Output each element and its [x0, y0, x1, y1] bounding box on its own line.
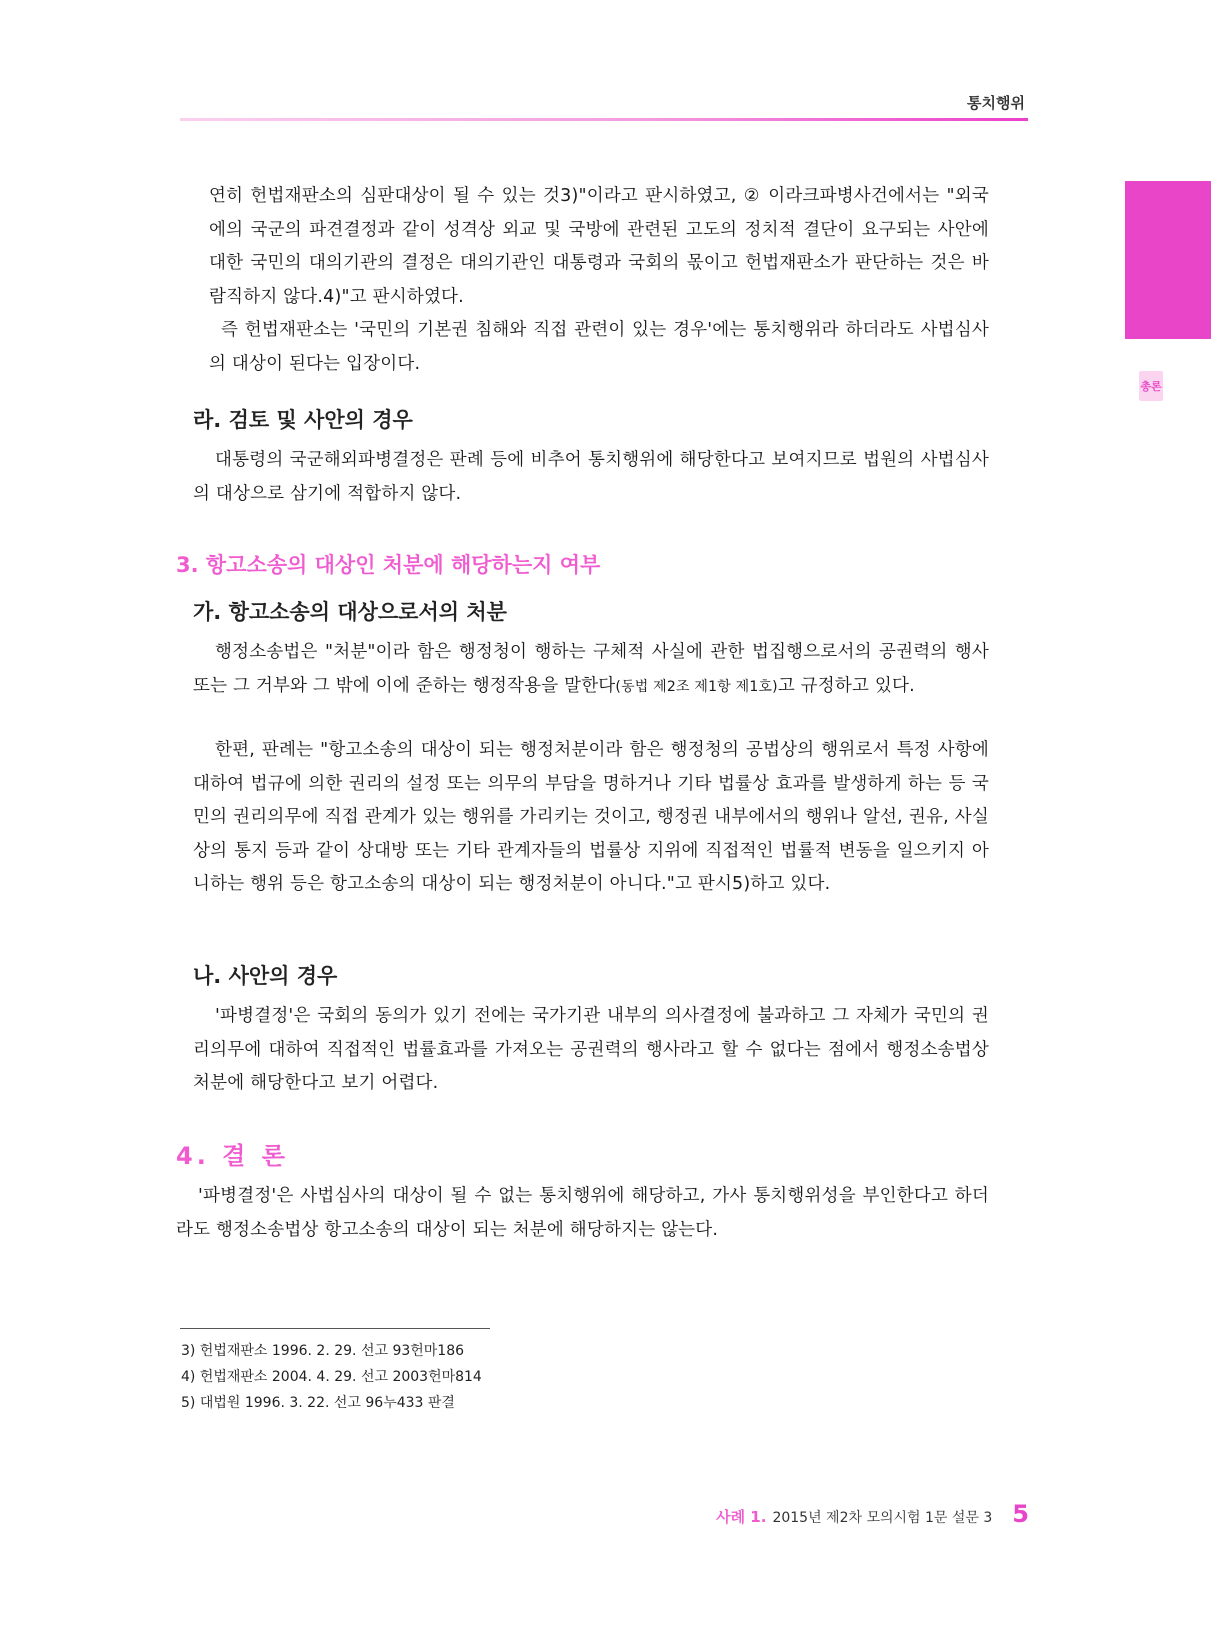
- header-title: 통치행위: [967, 94, 1025, 112]
- side-tab-label: 행정법 통론: [1137, 413, 1228, 427]
- heading-ra: 라. 검토 및 사안의 경우: [193, 408, 413, 432]
- footnote-rule: [180, 1328, 490, 1329]
- side-tab: [1125, 181, 1228, 427]
- header-rule: [180, 118, 1028, 121]
- page-number: 5: [1012, 1500, 1029, 1528]
- heading-na: 나. 사안의 경우: [193, 964, 338, 988]
- paragraph-1: 연히 헌법재판소의 심판대상이 될 수 있는 것3)"이라고 판시하였고, ② 이라크파병사건에서는 "외국에의 국군의 파견결정과 같이 성격상 외교 및 국방에 관련된 고도의 정치적 결단이 요구되는 사안에 대한 국민의 대의기관의 결정은 대의기관인 대통령과 국회의 몫이고 헌법재판소가 판단하는 것은 바람직하지 않다.4)"고 판시하였다.: [209, 186, 989, 307]
- paragraph-2: 즉 헌법재판소는 '국민의 기본권 침해와 직접 관련이 있는 경우'에는 통치행위라 하더라도 사법심사의 대상이 된다는 입장이다.: [209, 320, 989, 374]
- paragraph-4: [193, 636, 989, 704]
- heading-ga: 가. 항고소송의 대상으로서의 처분: [193, 600, 507, 624]
- footnote-3: 3) 헌법재판소 1996. 2. 29. 선고 93헌마186: [181, 1343, 465, 1359]
- section-3-heading: 3. 항고소송의 대상인 처분에 해당하는지 여부: [176, 553, 601, 577]
- paragraph-7: '파병결정'은 사법심사의 대상이 될 수 없는 통치행위에 해당하고, 가사 통치행위성을 부인한다고 하더라도 행정소송법상 항고소송의 대상이 되는 처분에 해당하지는 않는다.: [176, 1186, 989, 1240]
- footnote-4: 4) 헌법재판소 2004. 4. 29. 선고 2003헌마814: [181, 1369, 482, 1385]
- paragraph-4-end: 고 규정하고 있다.: [777, 675, 915, 696]
- paragraph-4-main: 행정소송법은 "처분"이라 함은 행정청이 행하는 구체적 사실에 관한 법집행으로서의 공권력의 행사 또는 그 거부와 그 밖에 이에 준하는 행정작용을 말한다: [193, 642, 989, 696]
- paragraph-6: '파병결정'은 국회의 동의가 있기 전에는 국가기관 내부의 의사결정에 불과하고 그 자체가 국민의 권리의무에 대하여 직접적인 법률효과를 가져오는 공권력의 행사라고 할 수 없다는 점에서 행정소송법상 처분에 해당한다고 보기 어렵다.: [193, 1006, 989, 1093]
- footnote-5: 5) 대법원 1996. 3. 22. 선고 96누433 판결: [181, 1395, 455, 1411]
- section-4-heading: 4. 결 론: [176, 1142, 289, 1170]
- paragraph-4-citation: (동법 제2조 제1항 제1호): [615, 678, 778, 695]
- footer-title: 2015년 제2차 모의시험 1문 설문 3: [772, 1510, 993, 1526]
- paragraph-5: 한편, 판례는 "항고소송의 대상이 되는 행정처분이라 함은 행정청의 공법상의 행위로서 특정 사항에 대하여 법규에 의한 권리의 설정 또는 의무의 부담을 명하거나 기타 법률상 효과를 발생하게 하는 등 국민의 권리의무에 직접 관계가 있는 행위를 가리키는 것이고, 행정권 내부에서의 행위나 알선, 권유, 사실상의 통지 등과 같이 상대방 또는 기타 관계자들의 법률상 지위에 직접적인 법률적 변동을 일으키지 아니하는 행위 등은 항고소송의 대상이 되는 행정처분이 아니다."고 판시5)하고 있다.: [193, 740, 989, 894]
- page-footer: [716, 1500, 1029, 1528]
- footer-lead: 사례 1.: [716, 1508, 767, 1526]
- paragraph-3: 대통령의 국군해외파병결정은 판례 등에 비추어 통치행위에 해당한다고 보여지므로 법원의 사법심사의 대상으로 삼기에 적합하지 않다.: [193, 450, 989, 504]
- side-tab-chip: 총론: [1139, 371, 1163, 401]
